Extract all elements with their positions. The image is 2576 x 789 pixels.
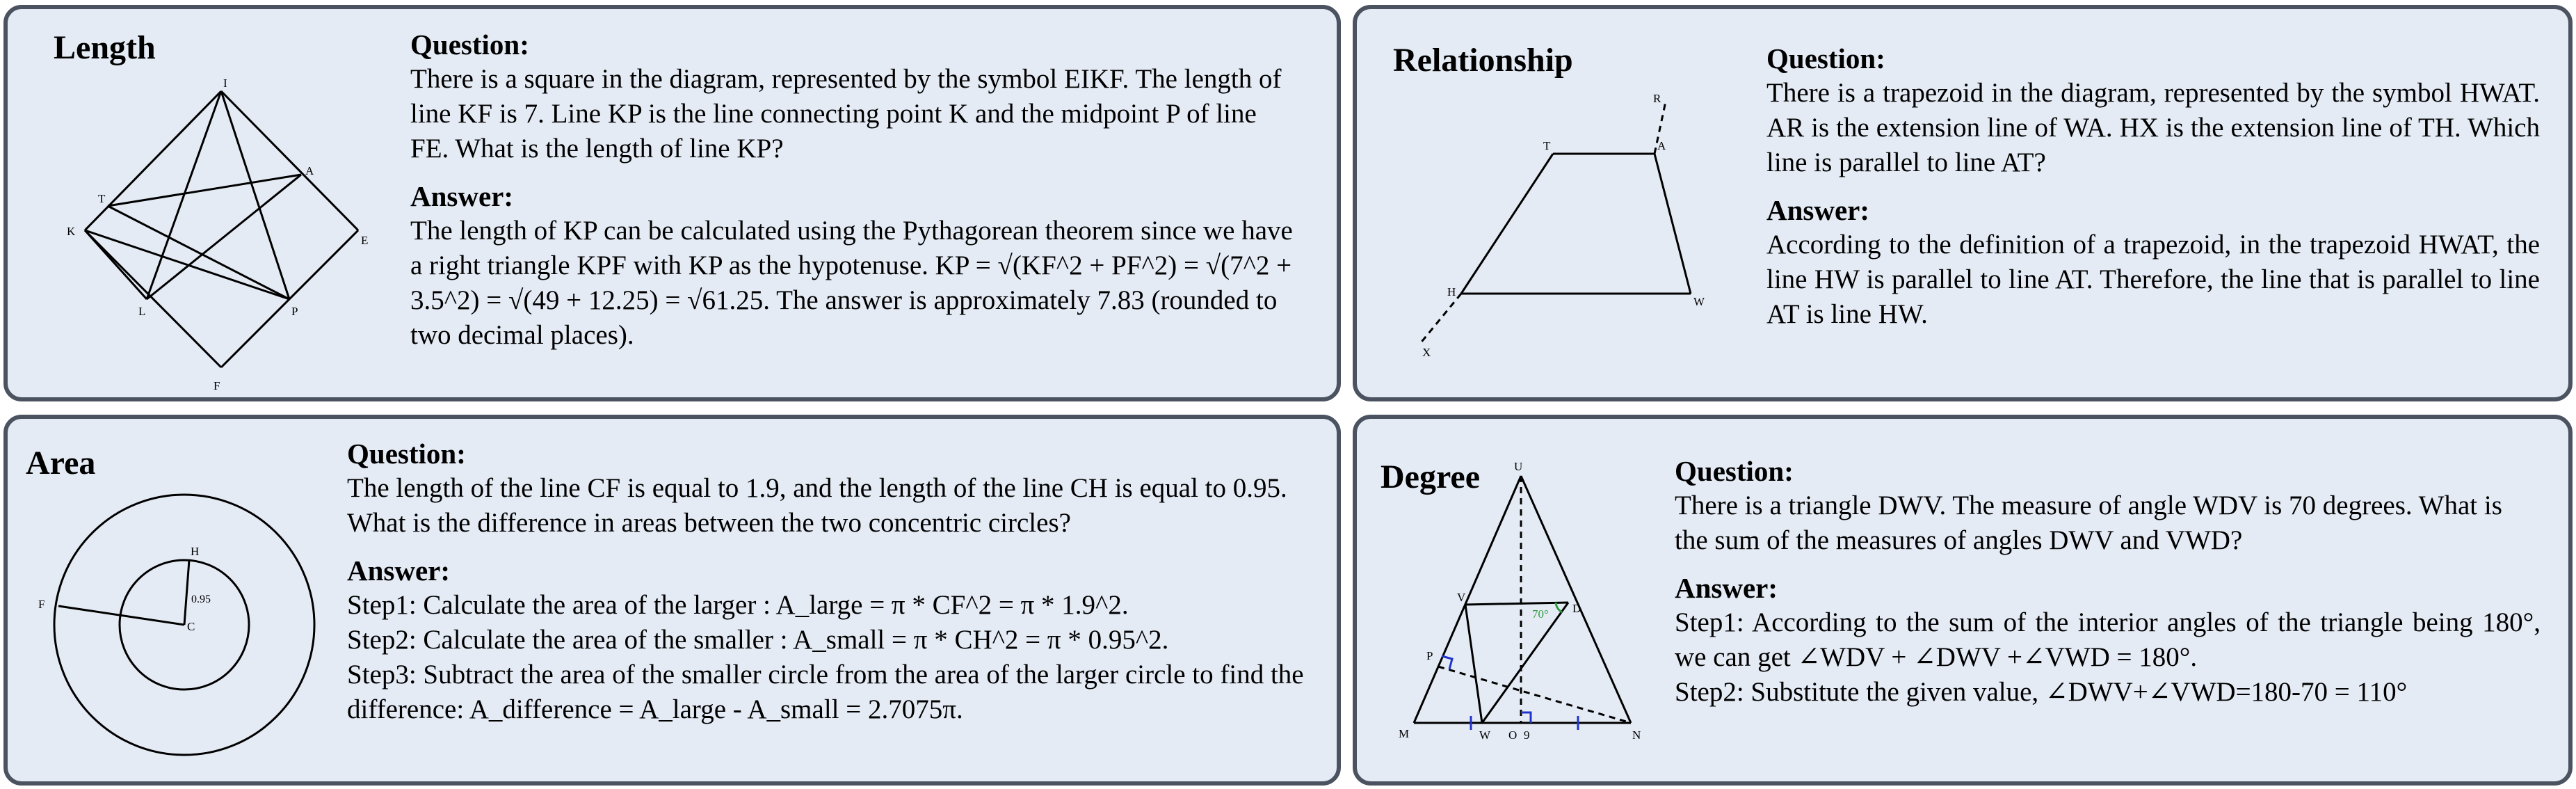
- answer-label: Answer:: [1675, 572, 1778, 604]
- point-label: R: [1653, 92, 1661, 105]
- qa-block: [410, 27, 1294, 353]
- panel-title: Length: [54, 29, 156, 66]
- degree-panel: [1353, 415, 2573, 786]
- answer-text: According to the definition of a trapezoid, in the trapezoid HWAT, the line HW is parallel to line AT. Therefore, the line that is parallel to line AT is line HW.: [1766, 230, 2540, 329]
- answer-label: Answer:: [347, 555, 451, 587]
- angle-label: 70°: [1532, 607, 1549, 621]
- question-text: The length of the line CF is equal to 1.9, and the length of the line CH is equal to 0.95. What is the difference in areas between the two concentric circles?: [347, 473, 1287, 538]
- point-label: O: [1508, 728, 1518, 742]
- qa-block: [1675, 454, 2541, 710]
- point-label: N: [1632, 728, 1641, 742]
- line-hx: [1419, 294, 1461, 344]
- point-label: M: [1399, 727, 1410, 740]
- line-pn: [1438, 667, 1631, 723]
- answer-text: The length of KP can be calculated using the Pythagorean theorem since we have a right triangle KPF with KP as the hypotenuse. KP = √(KF^2 + PF^2) = √(7^2 + 3.5^2) = √(49 + 12.25) = √61.25. The answer is approximately 7.83 (rounded to two decimal places).: [410, 216, 1293, 350]
- line-vw: [1465, 605, 1482, 723]
- qa-block: [1766, 41, 2540, 332]
- point-label: V: [1457, 591, 1466, 604]
- question-label: Question:: [347, 438, 466, 470]
- length-label: 0.95: [191, 593, 211, 605]
- area-panel: [3, 415, 1341, 786]
- concentric-circles-diagram: [8, 419, 341, 786]
- angle-arc: [1556, 603, 1562, 612]
- square-diagram: [8, 9, 397, 399]
- point-label: C: [187, 620, 195, 633]
- answer-step: Step1: Calculate the area of the larger : A_large = π * CF^2 = π * 1.9^2.: [347, 590, 1129, 620]
- qa-block: [347, 436, 1335, 727]
- panel-title: Degree: [1380, 459, 1481, 495]
- length-panel: [3, 5, 1341, 401]
- point-label: H: [1447, 285, 1456, 298]
- answer-step: Step1: According to the sum of the interior angles of the triangle being 180°, we can get ∠WDV + ∠DWV +∠VWD = 180°.: [1675, 607, 2541, 672]
- question-text: There is a trapezoid in the diagram, represented by the symbol HWAT. AR is the extension line of WA. HX is the extension line of TH. Which line is parallel to line AT?: [1766, 78, 2540, 177]
- point-label: I: [223, 77, 227, 90]
- answer-label: Answer:: [1766, 194, 1870, 226]
- point-label: T: [1543, 139, 1551, 152]
- line-ip: [221, 91, 289, 299]
- line-ch: [184, 560, 189, 625]
- point-label: W: [1479, 728, 1491, 742]
- line-dw: [1482, 603, 1568, 723]
- point-label: K: [67, 225, 76, 238]
- point-label: P: [1426, 649, 1433, 662]
- question-label: Question:: [1766, 42, 1885, 74]
- line-ik: [85, 91, 221, 230]
- point-label: L: [138, 305, 146, 318]
- question-text: There is a triangle DWV. The measure of angle WDV is 70 degrees. What is the sum of the measures of angles DWV and VWD?: [1675, 491, 2502, 555]
- question-label: Question:: [410, 29, 529, 61]
- panel-title: Area: [26, 445, 96, 481]
- line-th: [1461, 154, 1553, 294]
- line-kf: [85, 230, 221, 367]
- point-label: F: [214, 379, 220, 392]
- point-label: W: [1693, 295, 1705, 308]
- answer-step: Step2: Substitute the given value, ∠DWV+∠VWD=180-70 = 110°: [1675, 677, 2408, 707]
- line-ie: [221, 91, 358, 230]
- point-label: A: [305, 164, 314, 177]
- panel-title: Relationship: [1393, 42, 1573, 79]
- relationship-panel: [1353, 5, 2573, 401]
- point-label: D: [1572, 602, 1581, 615]
- trapezoid-diagram: [1357, 9, 1774, 399]
- answer-label: Answer:: [410, 180, 514, 212]
- point-label: H: [191, 545, 200, 558]
- line-aw: [1655, 154, 1691, 294]
- line-un: [1521, 476, 1631, 723]
- answer-step: Step2: Calculate the area of the smaller : A_small = π * CH^2 = π * 0.95^2.: [347, 625, 1169, 655]
- point-label: P: [291, 305, 298, 318]
- point-label: T: [98, 192, 106, 205]
- point-label: F: [38, 598, 45, 611]
- point-label: E: [361, 234, 369, 247]
- triangle-diagram: [1357, 419, 1663, 786]
- point-label: A: [1657, 139, 1666, 152]
- question-label: Question:: [1675, 455, 1794, 487]
- point-label: X: [1422, 346, 1431, 359]
- line-vd: [1465, 603, 1568, 605]
- point-label: U: [1514, 460, 1523, 473]
- line-ta: [108, 175, 301, 206]
- question-text: There is a square in the diagram, represented by the symbol EIKF. The length of line KF is 7. Line KP is the line connecting point K and the midpoint P of line FE. What is the length of line KP?: [410, 64, 1282, 164]
- length-label: 9: [1524, 728, 1530, 742]
- answer-step: Step3: Subtract the area of the smaller circle from the area of the larger circle to find the difference: A_difference = A_large - A_small = 2.7075π.: [347, 660, 1304, 724]
